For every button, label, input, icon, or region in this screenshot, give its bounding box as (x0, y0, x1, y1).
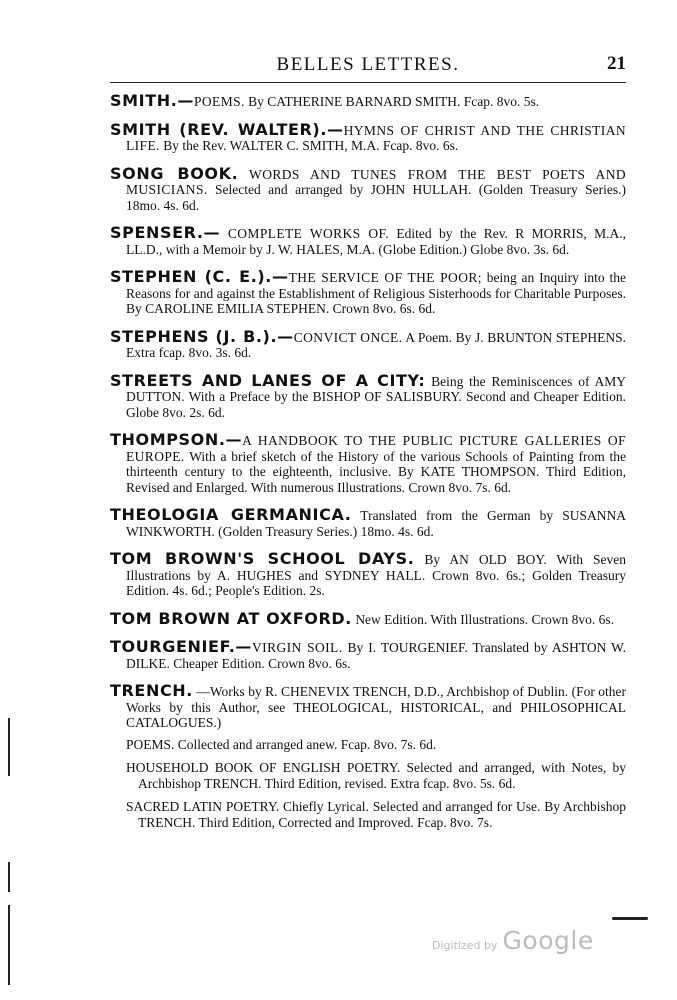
entry-text: Selected and arranged by JOHN HULLAH. (Golden Treasury Series.) 18mo. 4s. 6d. (126, 182, 626, 213)
catalogue-entry (110, 370, 626, 421)
entry-heading: SONG BOOK. (110, 163, 239, 183)
sub-entry: HOUSEHOLD BOOK OF ENGLISH POETRY. Selected and arranged, with Notes, by Archbishop TRENCH. Third Edition, revised. Extra fcap. 8vo. 5s. 6d. (126, 760, 626, 791)
catalogue-entry (110, 163, 627, 214)
sub-entry: SACRED LATIN POETRY. Chiefly Lyrical. Selected and arranged for Use. By Archbishop TRENCH. Third Edition, Corrected and Improved. Fcap. 8vo. 7s. (126, 799, 626, 830)
entry-subject: HYMNS OF CHRIST AND THE CHRISTIAN LIFE. (126, 122, 626, 153)
margin-scan-mark (8, 862, 10, 892)
entry-text: By I. TOURGENIEF. Translated by ASHTON W. DILKE. Cheaper Edition. Crown 8vo. 6s. (126, 640, 627, 671)
catalogue-entries (110, 93, 626, 838)
entry-heading: SMITH.— (110, 91, 194, 110)
catalogue-entry (110, 608, 626, 628)
margin-scan-mark (8, 905, 10, 985)
entry-text: Translated from the German by SUSANNA WINKWORTH. (Golden Treasury Series.) 18mo. 4s. 6d. (126, 508, 626, 539)
entry-text: By the Rev. WALTER C. SMITH, M.A. Fcap. 8vo. 6s. (159, 138, 459, 153)
catalogue-entry (110, 225, 626, 257)
entry-heading: STREETS AND LANES OF A CITY: (110, 370, 426, 390)
running-title: BELLES LETTRES. (276, 54, 460, 75)
entry-heading: SMITH (REV. WALTER).— (110, 119, 344, 139)
entry-heading: STEPHEN (C. E.).— (110, 267, 289, 286)
entry-text: —Works by R. CHENEVIX TRENCH, D.D., Archbishop of Dublin. (For other Works by this Author, see THEOLOGICAL, HISTORICAL, and PHILOSOPHICAL CATALOGUES.) (126, 684, 626, 730)
entry-heading: THEOLOGIA GERMANICA. (110, 505, 352, 524)
entry-text: New Edition. With Illustrations. Crown 8vo. 6s. (351, 611, 615, 627)
entry-heading: THOMPSON.— (110, 430, 243, 449)
entry-heading: TOURGENIEF.— (110, 637, 253, 656)
sub-entry: POEMS. Collected and arranged anew. Fcap. 8vo. 7s. 6d. (126, 736, 437, 752)
catalogue-entry (110, 432, 626, 495)
entry-text: A Poem. By J. BRUNTON STEPHENS. Extra fcap. 8vo. 3s. 6d. (126, 329, 626, 360)
catalogue-entry (110, 93, 626, 110)
entry-subject: THE SERVICE OF THE POOR; (288, 270, 482, 285)
entry-text: With a brief sketch of the History of the various Schools of Painting from the thirteenth century to the eighteenth, inclusive. By KATE THOMPSON. Third Edition, Revised and Enlarged. With numerous Illustrations. Crown 8vo. 7s. 6d. (126, 448, 626, 495)
entry-heading: TOM BROWN AT OXFORD. (110, 608, 352, 628)
digitized-watermark (432, 926, 594, 955)
catalogue-entry (110, 551, 626, 599)
entry-text: being an Inquiry into the Reasons for and against the Establishment of Religious Sisterhoods for Charitable Purposes. By CAROLINE EMILIA STEPHEN. Crown 8vo. 6s. 6d. (126, 270, 626, 316)
entry-text: By AN OLD BOY. With Seven Illustrations by A. HUGHES and SYDNEY HALL. Crown 8vo. 6s.; Golden Treasury Edition. 4s. 6d.; People's Edition. 2s. (126, 552, 626, 598)
margin-scan-mark (8, 718, 10, 776)
running-header (110, 52, 626, 80)
entry-text: Being the Reminiscences of AMY DUTTON. With a Preface by the BISHOP OF SALISBURY. Second and Cheaper Edition. Globe 8vo. 2s. 6d. (126, 373, 626, 420)
entry-heading: TRENCH. (110, 681, 193, 700)
catalogue-entry (110, 326, 626, 361)
catalogue-entry (110, 683, 626, 731)
end-dash (612, 917, 648, 920)
entry-subject: COMPLETE WORKS OF. (220, 226, 390, 241)
header-rule (110, 82, 626, 83)
entry-subject: A HANDBOOK TO THE PUBLIC PICTURE GALLERIES OF EUROPE. (126, 433, 626, 464)
watermark-brand: Google (502, 926, 594, 955)
entry-heading: STEPHENS (J. B.).— (110, 326, 294, 346)
catalogue-entry (110, 269, 626, 317)
entry-text: By CATHERINE BARNARD SMITH. Fcap. 8vo. 5s. (244, 94, 540, 109)
entry-text: Edited by the Rev. R MORRIS, M.A., LL.D., with a Memoir by J. W. HALES, M.A. (Globe Edition.) Globe 8vo. 3s. 6d. (126, 226, 626, 257)
catalogue-entry (110, 507, 626, 539)
entry-subject: VIRGIN SOIL. (252, 640, 343, 655)
entry-subject: WORDS AND TUNES FROM THE BEST POETS AND MUSICIANS. (126, 166, 627, 197)
watermark-prefix: Digitized by (432, 939, 498, 952)
entry-heading: TOM BROWN'S SCHOOL DAYS. (110, 549, 415, 568)
entry-subject: POEMS. (193, 94, 245, 109)
catalogue-entry (110, 119, 626, 154)
catalogue-entry (110, 639, 626, 671)
page-number: 21 (607, 53, 626, 74)
entry-subject: CONVICT ONCE. (293, 329, 403, 345)
entry-heading: SPENSER.— (110, 223, 221, 242)
